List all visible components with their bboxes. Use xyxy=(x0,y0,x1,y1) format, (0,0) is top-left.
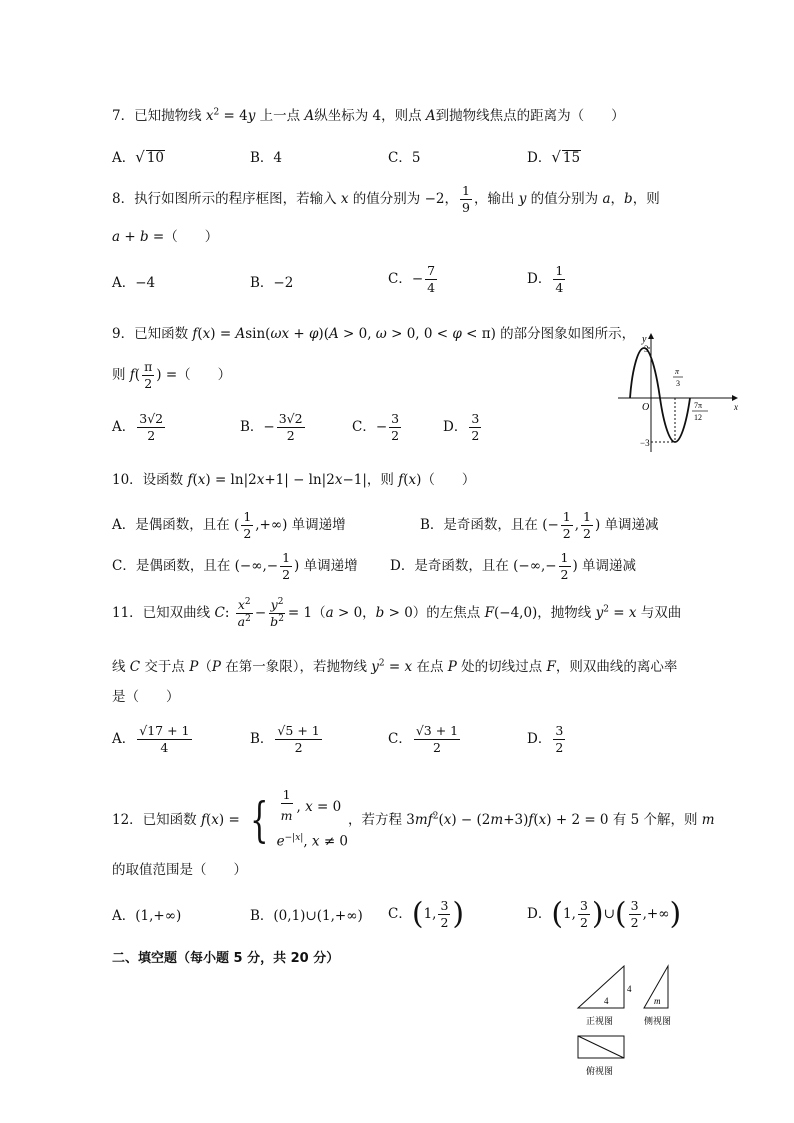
q7-option-c: C．5 xyxy=(388,150,421,166)
q8-stem-line1: 8．执行如图所示的程序框图，若输入 x 的值分别为 −2， $\frac{1}{9}$ ，输出 y 的值分别为 a，b，则 xyxy=(112,183,660,215)
section-2-title: 二、填空题（每小题 5 分，共 20 分） xyxy=(112,951,340,966)
q8-option-b: B．−2 xyxy=(250,275,294,291)
q11-stem-line1: 11．已知双曲线 C: $\frac{x^2}{a^2}$ − $\frac{y^2}{b^2}$ = 1（a > 0，b > 0）的左焦点 F(−4,0)，抛物线 $y^2 = x$ 与双曲 xyxy=(112,596,682,629)
q8-option-a: A．−4 xyxy=(112,275,156,291)
y-axis-arrow xyxy=(648,333,654,339)
graph-min-label: −3 xyxy=(640,438,650,448)
q9-option-a: A． $\frac{3√2}{2}$ xyxy=(112,411,164,443)
q12-option-c: C．(1, $\frac{3}{2}$ ) xyxy=(388,896,465,932)
q10-stem: 10．设函数 f(x) = ln|2x+1| − ln|2x−1|，则 f(x)（ ） xyxy=(112,472,476,488)
side-view-caption: 侧视图 xyxy=(644,1017,672,1027)
q7-stem: 7．已知抛物线 $x^2 = 4y$ 上一点 A纵坐标为 4，则点 A到抛物线焦点的距离为（ ） xyxy=(112,107,625,124)
front-view-base-label: 4 xyxy=(604,996,609,1006)
q11-option-c: C． $\frac{√3 + 1}{2}$ xyxy=(388,723,459,755)
q8-option-d: D． $\frac{1}{4}$ xyxy=(527,263,564,295)
graph-origin: O xyxy=(642,402,650,413)
q9-stem-line1: 9．已知函数 f(x) = Asin(ωx + φ)(A > 0, ω > 0, 0 < φ < π) 的部分图象如图所示， xyxy=(112,326,636,342)
front-view-caption: 正视图 xyxy=(586,1017,614,1027)
q10-option-d: D．是奇函数，且在 (−∞,− $\frac{1}{2}$ ) 单调递减 xyxy=(390,550,637,582)
graph-max-label: 3 xyxy=(644,344,649,354)
side-view-m-label: m xyxy=(654,996,661,1006)
q11-stem-line3: 是（ ） xyxy=(112,689,180,705)
q12-option-b: B．(0,1)∪(1,+∞) xyxy=(250,908,363,924)
q11-option-b: B． $\frac{√5 + 1}{2}$ xyxy=(250,723,320,755)
q12-stem-line2: 的取值范围是（ ） xyxy=(112,862,247,878)
q9-stem-line2: 则 f( $\frac{\pi}{2}$ ) =（ ） xyxy=(112,359,232,391)
graph-tick2-num: 7π xyxy=(694,401,703,410)
q8-stem-line2: a + b =（ ） xyxy=(112,229,219,245)
top-view-diagonal xyxy=(578,1036,624,1058)
q7-option-b: B．4 xyxy=(250,150,283,166)
q12-option-d: D．(1, $\frac{3}{2}$ )∪( $\frac{3}{2}$ ,+∞) xyxy=(527,896,682,932)
q9-sine-graph xyxy=(612,330,742,456)
q7-option-d: D．√ 15 xyxy=(527,148,581,166)
x-axis-arrow xyxy=(732,395,738,401)
three-view-diagram xyxy=(570,962,680,1080)
q12-stem-line1: 12．已知函数 f(x) = { $\frac{1}{m}$ , x = 0 $e^{-|x|}$, x ≠ 0 ，若方程 $3mf^2(x) - (2m+3)f(x) + 2 = 0$ 有 5 个解，则 m xyxy=(112,787,715,850)
graph-x-label: x xyxy=(734,402,738,412)
sine-curve xyxy=(630,348,690,442)
q10-option-b: B．是奇函数，且在 (− $\frac{1}{2}$ , $\frac{1}{2}$ ) 单调递减 xyxy=(420,509,659,541)
q10-option-a: A．是偶函数，且在 ( $\frac{1}{2}$ ,+∞) 单调递增 xyxy=(112,509,346,541)
top-view-caption: 俯视图 xyxy=(586,1067,614,1077)
q9-option-c: C．− $\frac{3}{2}$ xyxy=(352,411,400,443)
front-view-triangle xyxy=(578,966,624,1008)
q12-option-a: A．(1,+∞) xyxy=(112,908,182,924)
graph-y-label: y xyxy=(642,334,647,345)
front-view-height-label: 4 xyxy=(627,984,632,994)
q10-option-c: C．是偶函数，且在 (−∞,− $\frac{1}{2}$ ) 单调递增 xyxy=(112,550,358,582)
q11-stem-line2: 线 C 交于点 P（P 在第一象限），若抛物线 $y^2 = x$ 在点 P 处的切线过点 F，则双曲线的离心率 xyxy=(112,658,678,675)
q9-option-d: D． $\frac{3}{2}$ xyxy=(443,411,480,443)
graph-tick1-num: π xyxy=(675,367,680,376)
q7-option-a: A．√ 10 xyxy=(112,148,164,166)
q11-option-a: A． $\frac{√17 + 1}{4}$ xyxy=(112,723,190,755)
q9-option-b: B．− $\frac{3√2}{2}$ xyxy=(240,411,303,443)
graph-tick1-den: 3 xyxy=(676,379,680,388)
graph-tick2-den: 12 xyxy=(694,413,702,422)
q8-option-c: C．− $\frac{7}{4}$ xyxy=(388,263,436,295)
q11-option-d: D． $\frac{3}{2}$ xyxy=(527,723,564,755)
